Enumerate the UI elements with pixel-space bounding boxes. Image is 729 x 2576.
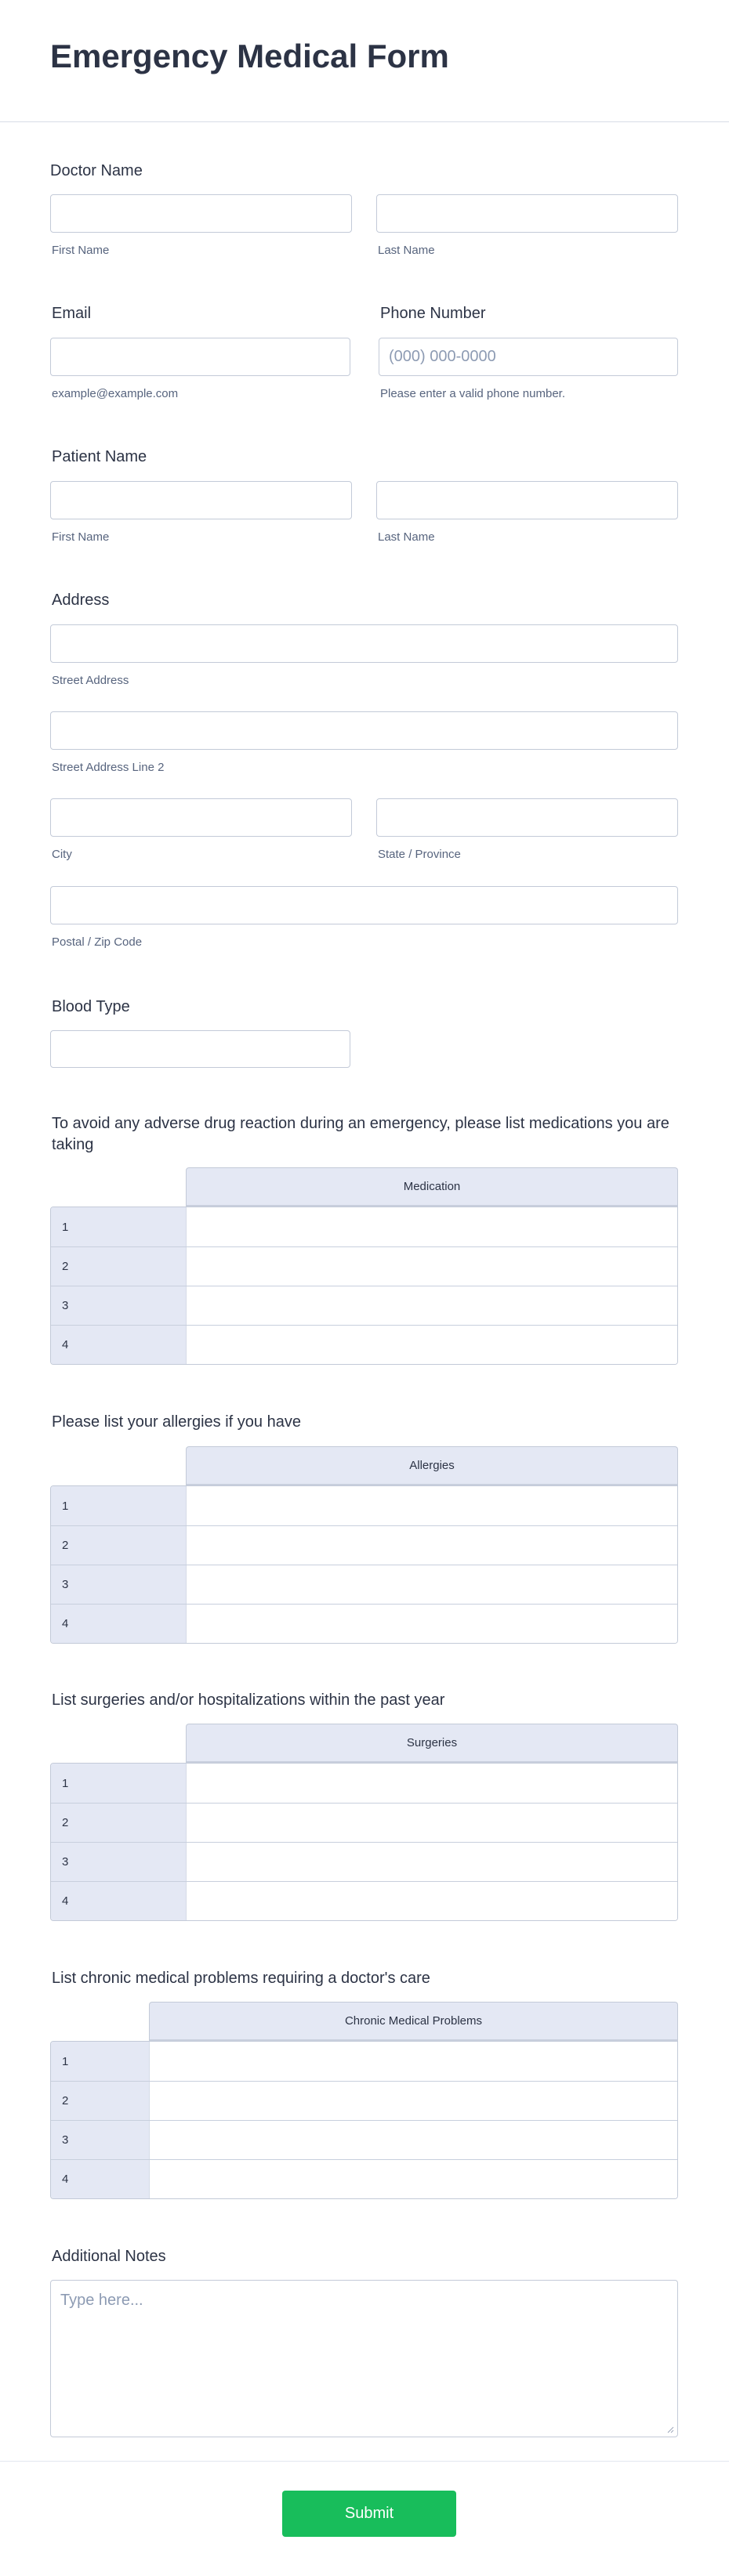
page-title: Emergency Medical Form <box>50 38 449 74</box>
resize-handle-icon[interactable] <box>666 2426 674 2433</box>
allergies-column-header: Allergies <box>186 1446 678 1485</box>
table-row <box>51 2042 677 2081</box>
row-header: 2 <box>51 2082 150 2120</box>
surgeries-question: List surgeries and/or hospitalizations within the past year <box>52 1691 445 1709</box>
row-header: 1 <box>51 1207 187 1246</box>
city-input[interactable] <box>51 799 351 836</box>
doctor-last-name-input[interactable] <box>377 195 677 232</box>
state-input[interactable] <box>377 799 677 836</box>
blood-type-label: Blood Type <box>52 998 130 1015</box>
table-row <box>51 1325 677 1364</box>
surgery-cell-1[interactable] <box>187 1764 677 1803</box>
surgeries-table <box>50 1724 678 1920</box>
chronic-question: List chronic medical problems requiring a doctor's care <box>52 1970 430 1987</box>
allergy-cell-4[interactable] <box>187 1605 677 1643</box>
row-header: 3 <box>51 1286 187 1325</box>
row-header: 4 <box>51 1882 187 1920</box>
table-row <box>51 2120 677 2159</box>
street-address-line2-input[interactable] <box>51 712 677 749</box>
table-row <box>51 2081 677 2120</box>
chronic-cell-4[interactable] <box>150 2160 677 2198</box>
doctor-name-label: Doctor Name <box>50 162 143 179</box>
street-address-input[interactable] <box>51 625 677 662</box>
submit-button[interactable]: Submit <box>282 2491 456 2537</box>
surgeries-column-header: Surgeries <box>186 1724 678 1763</box>
doctor-first-name-sublabel: First Name <box>52 244 110 257</box>
street-address-line2-sublabel: Street Address Line 2 <box>52 761 165 774</box>
phone-field[interactable] <box>379 338 678 376</box>
table-row <box>51 1286 677 1325</box>
surgery-cell-2[interactable] <box>187 1804 677 1842</box>
patient-first-name-sublabel: First Name <box>52 530 110 544</box>
medication-cell-4[interactable] <box>187 1326 677 1364</box>
phone-input[interactable] <box>379 338 677 375</box>
blood-type-input[interactable] <box>51 1031 350 1067</box>
medications-table <box>50 1167 678 1364</box>
allergies-table <box>50 1446 678 1643</box>
table-row <box>51 2159 677 2198</box>
doctor-first-name-input[interactable] <box>51 195 351 232</box>
phone-sublabel: Please enter a valid phone number. <box>380 387 565 400</box>
patient-first-name-field[interactable] <box>50 481 352 519</box>
allergies-question: Please list your allergies if you have <box>52 1413 301 1431</box>
medication-cell-3[interactable] <box>187 1286 677 1325</box>
row-header: 3 <box>51 1843 187 1881</box>
table-row <box>51 1207 677 1246</box>
street-address-field[interactable] <box>50 624 678 663</box>
email-field[interactable] <box>50 338 350 376</box>
medications-question: To avoid any adverse drug reaction during an emergency, please list medications you are taking <box>52 1115 669 1153</box>
email-input[interactable] <box>51 338 350 375</box>
blood-type-field[interactable] <box>50 1030 350 1068</box>
doctor-last-name-sublabel: Last Name <box>378 244 435 257</box>
row-header: 4 <box>51 1326 187 1364</box>
chronic-table <box>50 2002 678 2198</box>
table-row <box>51 1525 677 1565</box>
row-header: 4 <box>51 2160 150 2198</box>
postal-code-input[interactable] <box>51 887 677 924</box>
state-field[interactable] <box>376 798 678 837</box>
patient-name-label: Patient Name <box>52 448 147 465</box>
street-address-line2-field[interactable] <box>50 711 678 750</box>
city-field[interactable] <box>50 798 352 837</box>
patient-first-name-input[interactable] <box>51 482 351 519</box>
row-header: 1 <box>51 1764 187 1803</box>
postal-code-field[interactable] <box>50 886 678 924</box>
patient-last-name-field[interactable] <box>376 481 678 519</box>
chronic-cell-3[interactable] <box>150 2121 677 2159</box>
row-header: 1 <box>51 1486 187 1525</box>
patient-last-name-sublabel: Last Name <box>378 530 435 544</box>
table-row <box>51 1486 677 1525</box>
table-row <box>51 1246 677 1286</box>
table-row <box>51 1764 677 1803</box>
row-header: 2 <box>51 1804 187 1842</box>
chronic-column-header: Chronic Medical Problems <box>149 2002 678 2041</box>
medications-column-header: Medication <box>186 1167 678 1207</box>
doctor-first-name-field[interactable] <box>50 194 352 233</box>
additional-notes-label: Additional Notes <box>52 2248 166 2265</box>
email-label: Email <box>52 305 92 322</box>
medication-cell-1[interactable] <box>187 1207 677 1246</box>
state-sublabel: State / Province <box>378 848 461 861</box>
postal-code-sublabel: Postal / Zip Code <box>52 935 143 949</box>
allergy-cell-1[interactable] <box>187 1486 677 1525</box>
row-header: 3 <box>51 2121 150 2159</box>
form-header <box>0 0 729 122</box>
footer-divider <box>0 2461 729 2462</box>
medication-cell-2[interactable] <box>187 1247 677 1286</box>
surgeries-table-body <box>50 1763 678 1921</box>
email-sublabel: example@example.com <box>52 387 179 400</box>
chronic-table-body <box>50 2041 678 2199</box>
table-row <box>51 1565 677 1604</box>
city-sublabel: City <box>52 848 72 861</box>
row-header: 3 <box>51 1565 187 1604</box>
surgery-cell-3[interactable] <box>187 1843 677 1881</box>
row-header: 2 <box>51 1526 187 1565</box>
row-header: 4 <box>51 1605 187 1643</box>
table-row <box>51 1803 677 1842</box>
chronic-cell-1[interactable] <box>150 2042 677 2081</box>
phone-label: Phone Number <box>380 305 486 322</box>
table-row <box>51 1842 677 1881</box>
allergy-cell-2[interactable] <box>187 1526 677 1565</box>
chronic-cell-2[interactable] <box>150 2082 677 2120</box>
street-address-sublabel: Street Address <box>52 674 129 687</box>
row-header: 1 <box>51 2042 150 2081</box>
address-label: Address <box>52 592 110 609</box>
surgery-cell-4[interactable] <box>187 1882 677 1920</box>
table-row <box>51 1881 677 1920</box>
allergy-cell-3[interactable] <box>187 1565 677 1604</box>
patient-last-name-input[interactable] <box>377 482 677 519</box>
row-header: 2 <box>51 1247 187 1286</box>
doctor-last-name-field[interactable] <box>376 194 678 233</box>
additional-notes-field[interactable] <box>50 2280 678 2437</box>
table-row <box>51 1604 677 1643</box>
additional-notes-textarea[interactable] <box>51 2281 677 2437</box>
allergies-table-body <box>50 1485 678 1644</box>
medications-table-body <box>50 1207 678 1365</box>
